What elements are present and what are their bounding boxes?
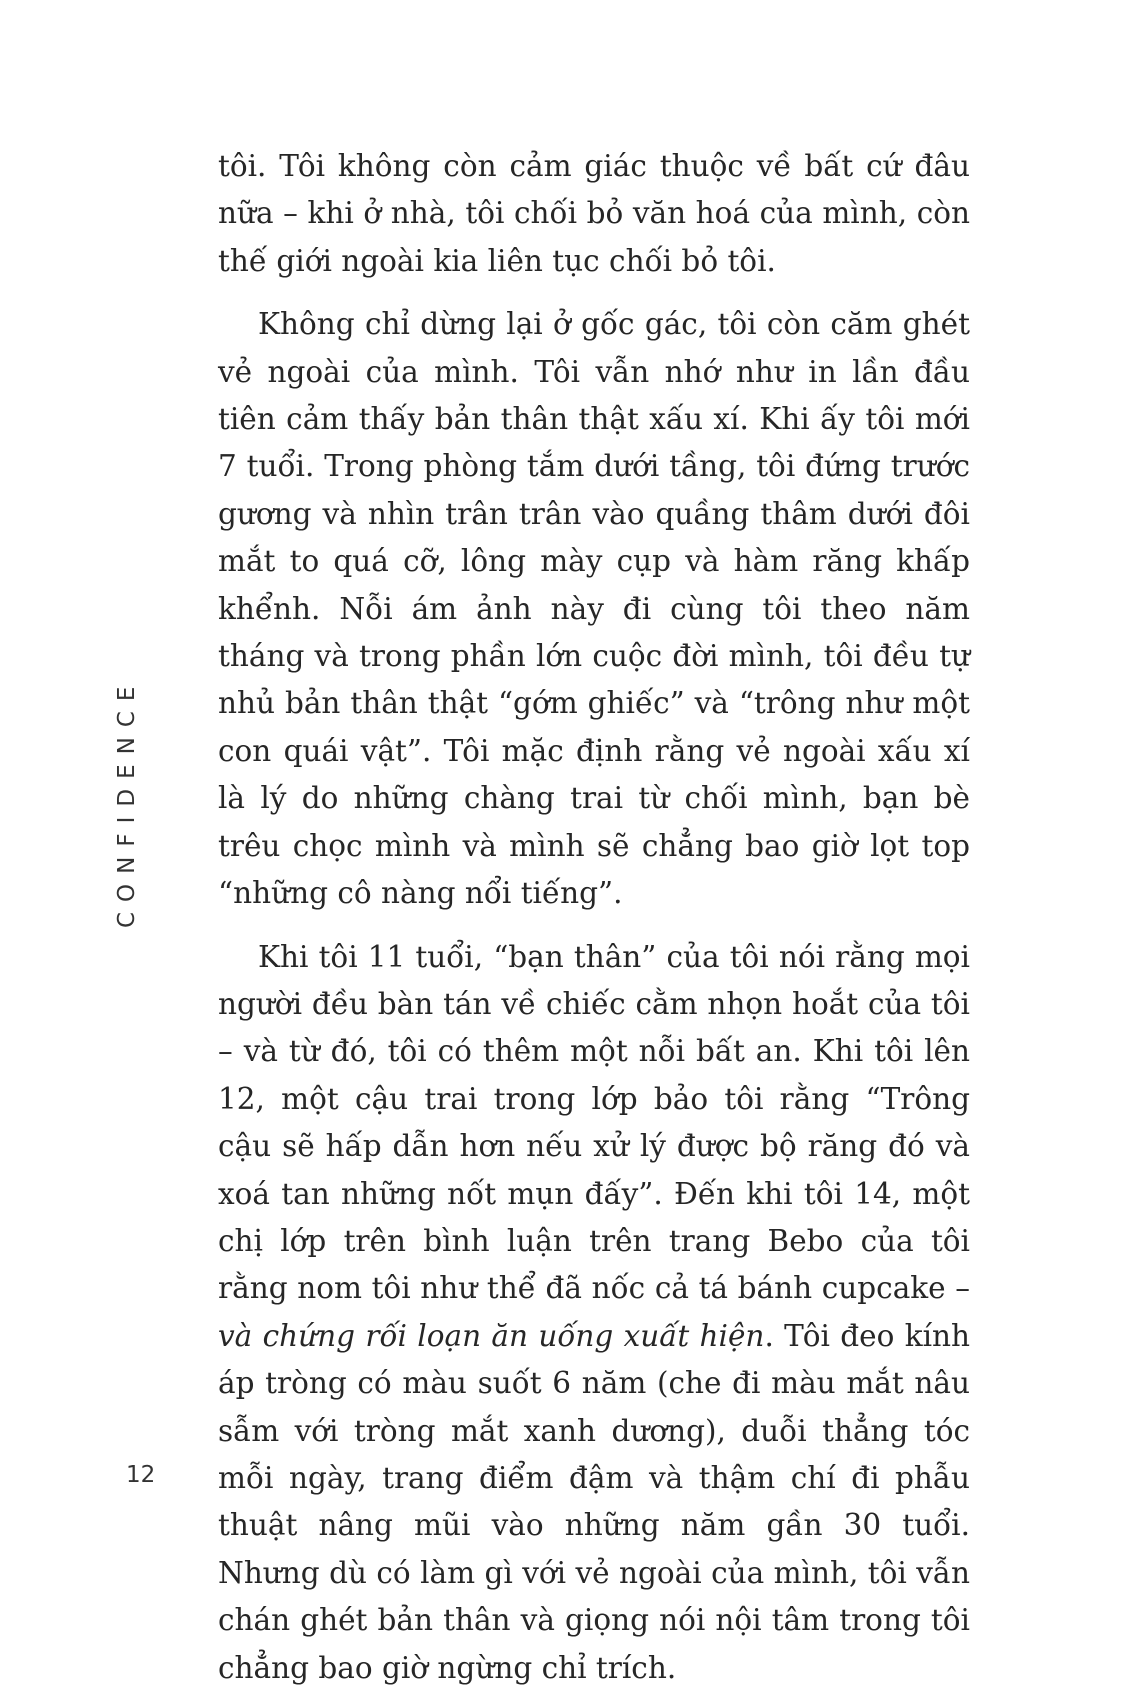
paragraph-insecurities-text-before: Khi tôi 11 tuổi, “bạn thân” của tôi nói rằng mọi người đều bàn tán về chiếc cằm nhọn hoắt của tôi – và từ đó, tôi có thêm một nỗi bất an. Khi tôi lên 12, một cậu trai trong lớp bảo tôi rằng “Trông cậu sẽ hấp dẫn hơn nếu xử lý được bộ răng đó và xoá tan những nốt mụn đấy”. Đến khi tôi 14, một chị lớp trên bình luận trên trang Bebo của tôi rằng nom tôi như thể đã nốc cả tá bánh cupcake –	[218, 940, 970, 1306]
running-header-vertical: CONFIDENCE	[114, 677, 140, 928]
body-text	[218, 143, 970, 1692]
paragraph-continued: tôi. Tôi không còn cảm giác thuộc về bất cứ đâu nữa – khi ở nhà, tôi chối bỏ văn hoá của mình, còn thế giới ngoài kia liên tục chối bỏ tôi.	[218, 143, 970, 285]
paragraph-insecurities-text-after: . Tôi đeo kính áp tròng có màu suốt 6 năm (che đi màu mắt nâu sẫm với tròng mắt xanh dương), duỗi thẳng tóc mỗi ngày, trang điểm đậm và thậm chí đi phẫu thuật nâng mũi vào những năm gần 30 tuổi. Nhưng dù có làm gì với vẻ ngoài của mình, tôi vẫn chán ghét bản thân và giọng nói nội tâm trong tôi chẳng bao giờ ngừng chỉ trích.	[218, 1319, 970, 1685]
page-number: 12	[126, 1462, 155, 1488]
paragraph-appearance: Không chỉ dừng lại ở gốc gác, tôi còn căm ghét vẻ ngoài của mình. Tôi vẫn nhớ như in lần đầu tiên cảm thấy bản thân thật xấu xí. Khi ấy tôi mới 7 tuổi. Trong phòng tắm dưới tầng, tôi đứng trước gương và nhìn trân trân vào quầng thâm dưới đôi mắt to quá cỡ, lông mày cụp và hàm răng khấp khểnh. Nỗi ám ảnh này đi cùng tôi theo năm tháng và trong phần lớn cuộc đời mình, tôi đều tự nhủ bản thân thật “gớm ghiếc” và “trông như một con quái vật”. Tôi mặc định rằng vẻ ngoài xấu xí là lý do những chàng trai từ chối mình, bạn bè trêu chọc mình và mình sẽ chẳng bao giờ lọt top “những cô nàng nổi tiếng”.	[218, 301, 970, 917]
paragraph-insecurities-italic: và chứng rối loạn ăn uống xuất hiện	[218, 1319, 764, 1353]
paragraph-insecurities	[218, 934, 970, 1692]
